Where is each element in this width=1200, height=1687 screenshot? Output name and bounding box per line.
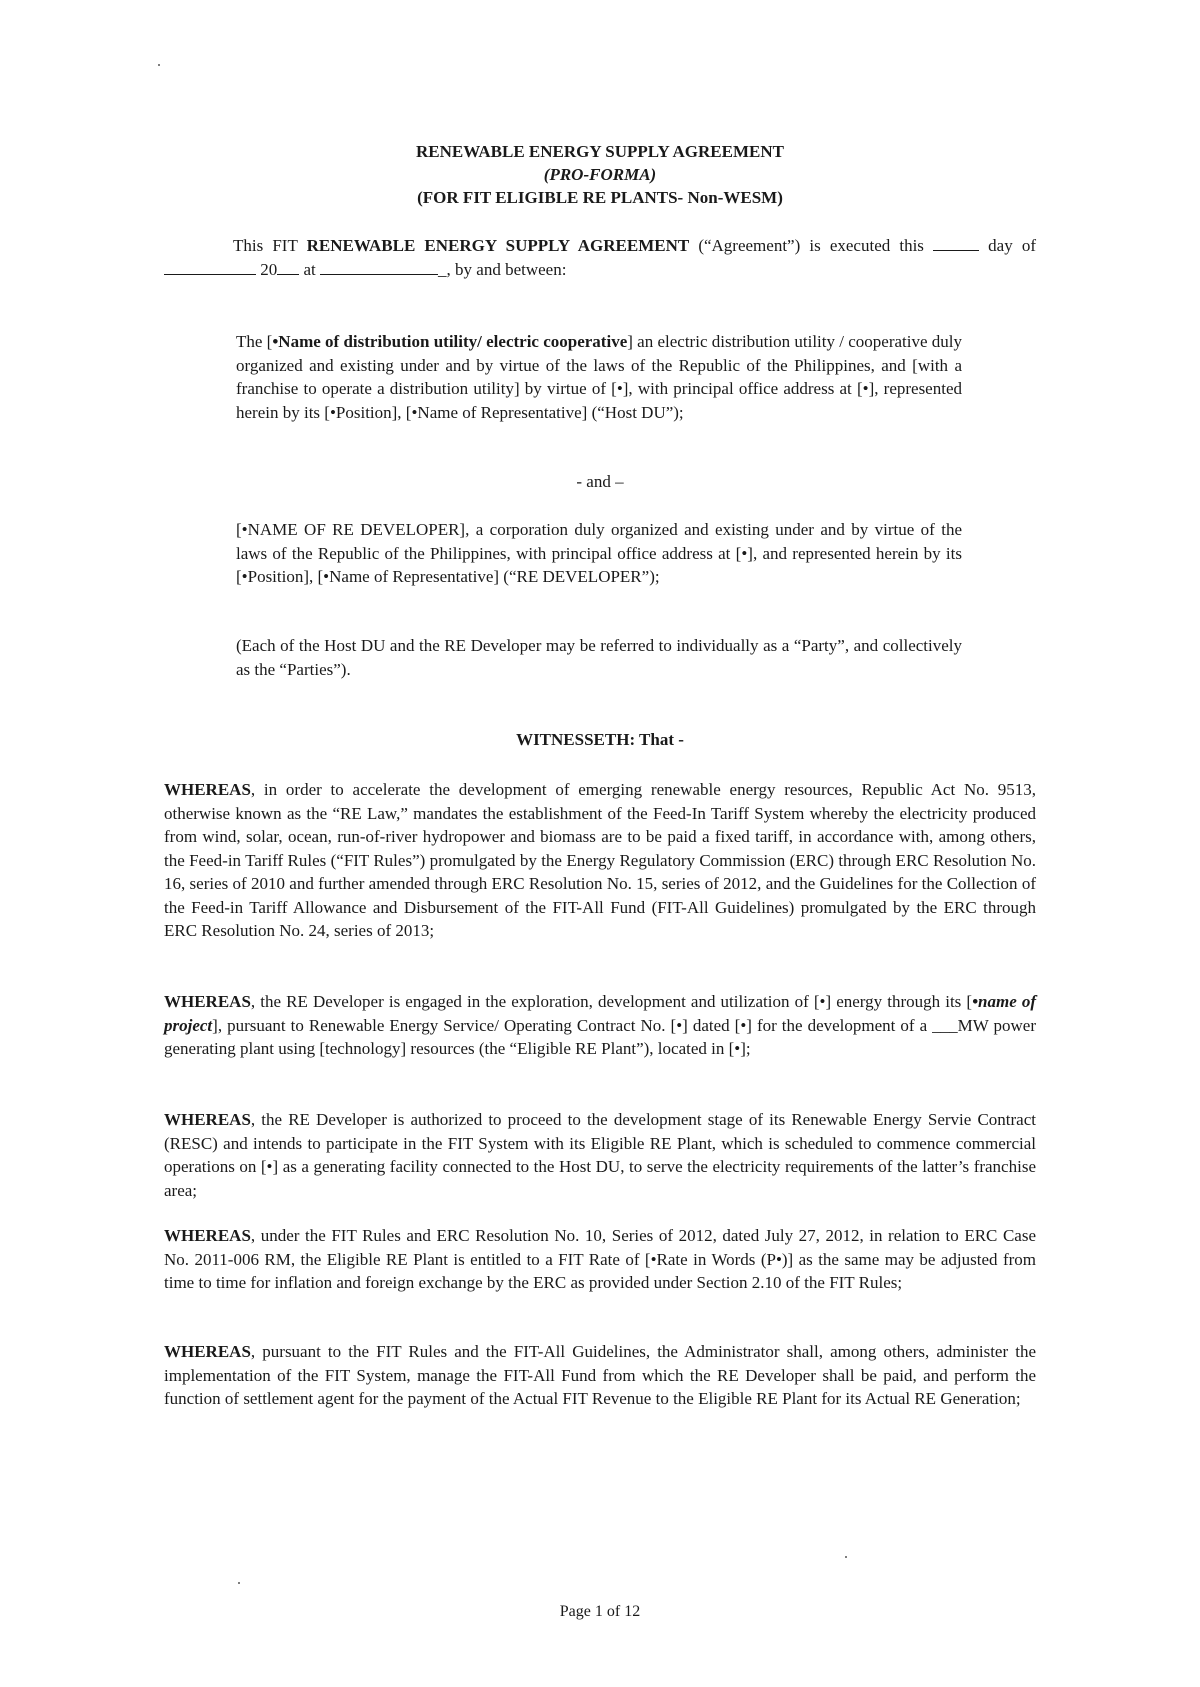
blank-place	[320, 259, 438, 275]
intro-text: day of	[979, 236, 1036, 255]
intro-text: _, by and between:	[438, 259, 567, 279]
whereas-clause-4: WHEREAS, under the FIT Rules and ERC Resolution No. 10, Series of 2012, dated July 27, 2012, in relation to ERC Case No. 2011-006 RM, the Eligible RE Plant is entitled to a FIT Rate of [•Rate in Words (P•)] as the same may be adjusted from time to time for inflation and foreign exchange by the ERC as provided under Section 2.10 of the FIT Rules;	[164, 1226, 1036, 1292]
scan-speck	[158, 64, 160, 66]
intro-text: (“Agreement”) is executed this	[689, 236, 934, 255]
title-line-3: (FOR FIT ELIGIBLE RE PLANTS- Non-WESM)	[417, 188, 783, 207]
whereas-clause-3: WHEREAS, the RE Developer is authorized to proceed to the development stage of its Renewable Energy Servie Contract (RESC) and intends to participate in the FIT System with its Eligible RE Plant, which is scheduled to commence commercial operations on [•] as a generating facility connected to the Host DU, to serve the electricity requirements of the latter’s franchise area;	[164, 1110, 1036, 1200]
intro-text: at	[299, 259, 321, 279]
scan-speck	[238, 1582, 240, 1584]
document-title	[0, 140, 1200, 209]
whereas-clause-2: WHEREAS, the RE Developer is engaged in the exploration, development and utilization of [•] energy through its [•name of project], pursuant to Renewable Energy Service/ Operating Contract No. [•] dated [•] for the development of a ___MW power generating plant using [technology] resources (the “Eligible RE Plant”), located in [•];	[164, 992, 1036, 1058]
party-re-developer: [•NAME OF RE DEVELOPER], a corporation duly organized and existing under and by virtue of the laws of the Republic of the Philippines, with principal office address at [•], and represented herein by its [•Position], [•Name of Representative] (“RE DEVELOPER”);	[236, 520, 962, 586]
party-host-du: The [•Name of distribution utility/ electric cooperative] an electric distribution utility / cooperative duly organized and existing under and by virtue of the laws of the Republic of the Philippines, and [with a franchise to operate a distribution utility] by virtue of [•], with principal office address at [•], represented herein by its [•Position], [•Name of Representative] (“Host DU”);	[236, 332, 963, 422]
blank-day-number	[933, 235, 979, 251]
and-separator: - and –	[576, 472, 624, 491]
blank-month	[164, 259, 256, 275]
blank-year	[277, 259, 299, 275]
parties-note: (Each of the Host DU and the RE Developer may be referred to individually as a “Party”, and collectively as the “Parties”).	[236, 636, 962, 679]
witnesseth-heading: WITNESSETH: That -	[516, 730, 684, 749]
page-number: Page 1 of 12	[559, 1603, 641, 1620]
intro-text: This FIT	[233, 236, 307, 255]
du-name-placeholder: •Name of distribution utility/ electric cooperative	[272, 332, 628, 351]
intro-text: 20	[256, 259, 278, 279]
title-line-1: RENEWABLE ENERGY SUPPLY AGREEMENT	[416, 142, 784, 161]
whereas-clause-1: WHEREAS, in order to accelerate the development of emerging renewable energy resources, Republic Act No. 9513, otherwise known as the “RE Law,” mandates the establishment of the Feed-In Tariff System whereby the electricity produced from wind, solar, ocean, run-of-river hydropower and biomass are to be paid a fixed tariff, in accordance with, among others, the Feed-in Tariff Rules (“FIT Rules”) promulgated by the Energy Regulatory Commission (ERC) through ERC Resolution No. 16, series of 2010 and further amended through ERC Resolution No. 15, series of 2012, and the Guidelines for the Collection of the Feed-in Tariff Allowance and Disbursement of the FIT-All Fund (FIT-All Guidelines) promulgated by the ERC through ERC Resolution No. 24, series of 2013;	[164, 780, 1036, 940]
agreement-name: RENEWABLE ENERGY SUPPLY AGREEMENT	[306, 236, 690, 255]
scan-speck	[845, 1556, 847, 1558]
whereas-clause-5: WHEREAS, pursuant to the FIT Rules and the FIT-All Guidelines, the Administrator shall, among others, administer the implementation of the FIT System, manage the FIT-All Fund from which the RE Developer shall be paid, and perform the function of settlement agent for the payment of the Actual FIT Revenue to the Eligible RE Plant for its Actual RE Generation;	[164, 1342, 1036, 1408]
title-line-2: (PRO-FORMA)	[543, 165, 657, 184]
intro-paragraph	[164, 234, 1036, 281]
